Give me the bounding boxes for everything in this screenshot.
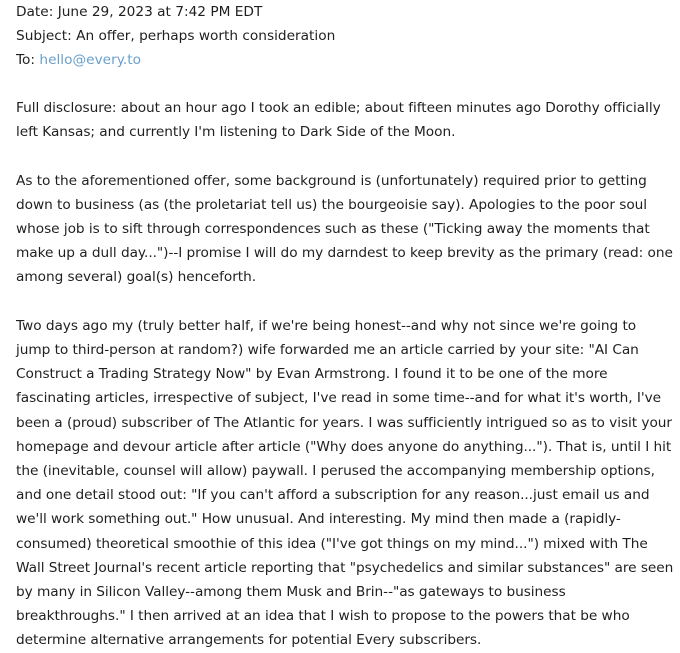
date-label: Date:	[16, 4, 54, 20]
subject-label: Subject:	[16, 28, 72, 44]
to-label: To:	[16, 52, 36, 68]
date-line	[16, 0, 674, 24]
to-line	[16, 48, 674, 72]
email-body	[16, 96, 674, 653]
email-header	[16, 0, 674, 72]
body-paragraph: As to the aforementioned offer, some background is (unfortunately) required prior to getting down to business (as (the proletariat tell us) the bourgeoisie say). Apologies to the poor soul whose job is to sift through correspondences such as these ("Ticking away the moments that make up a dull day...")--I promise I will do my darndest to keep brevity as the primary (read: one among several) goal(s) henceforth.	[16, 172, 673, 286]
body-paragraph: Full disclosure: about an hour ago I took an edible; about fifteen minutes ago Dorothy officially left Kansas; and currently I'm listening to Dark Side of the Moon.	[16, 100, 661, 141]
subject-value: An offer, perhaps worth consideration	[76, 28, 336, 44]
subject-line	[16, 24, 674, 48]
recipient-email-link[interactable]: hello@every.to	[39, 52, 141, 68]
date-value: June 29, 2023 at 7:42 PM EDT	[57, 4, 263, 20]
body-paragraph: Two days ago my (truly better half, if we're being honest--and why not since we're going to jump to third-person at random?) wife forwarded me an article carried by your site: "AI Can Construct a Trading Strategy Now" by Evan Armstrong. I found it to be one of the more fascinating articles, irrespective of subject, I've read in some time--and for what it's worth, I've been a (proud) subscriber of The Atlantic for years. I was sufficiently intrigued so as to visit your homepage and devour article after article ("Why does anyone do anything..."). That is, until I hit the (inevitable, counsel will allow) paywall. I perused the accompanying membership options, and one detail stood out: "If you can't afford a subscription for any reason...just email us and we'll work something out." How unusual. And interesting. My mind then made a (rapidly-consumed) theoretical smoothie of this idea ("I've got things on my mind...") mixed with The Wall Street Journal's recent article reporting that "psychedelics and similar substances" are seen by many in Silicon Valley--among them Musk and Brin--"as gateways to business breakthroughs." I then arrived at an idea that I wish to propose to the powers that be who determine alternative arrangements for potential Every subscribers.	[16, 317, 674, 649]
